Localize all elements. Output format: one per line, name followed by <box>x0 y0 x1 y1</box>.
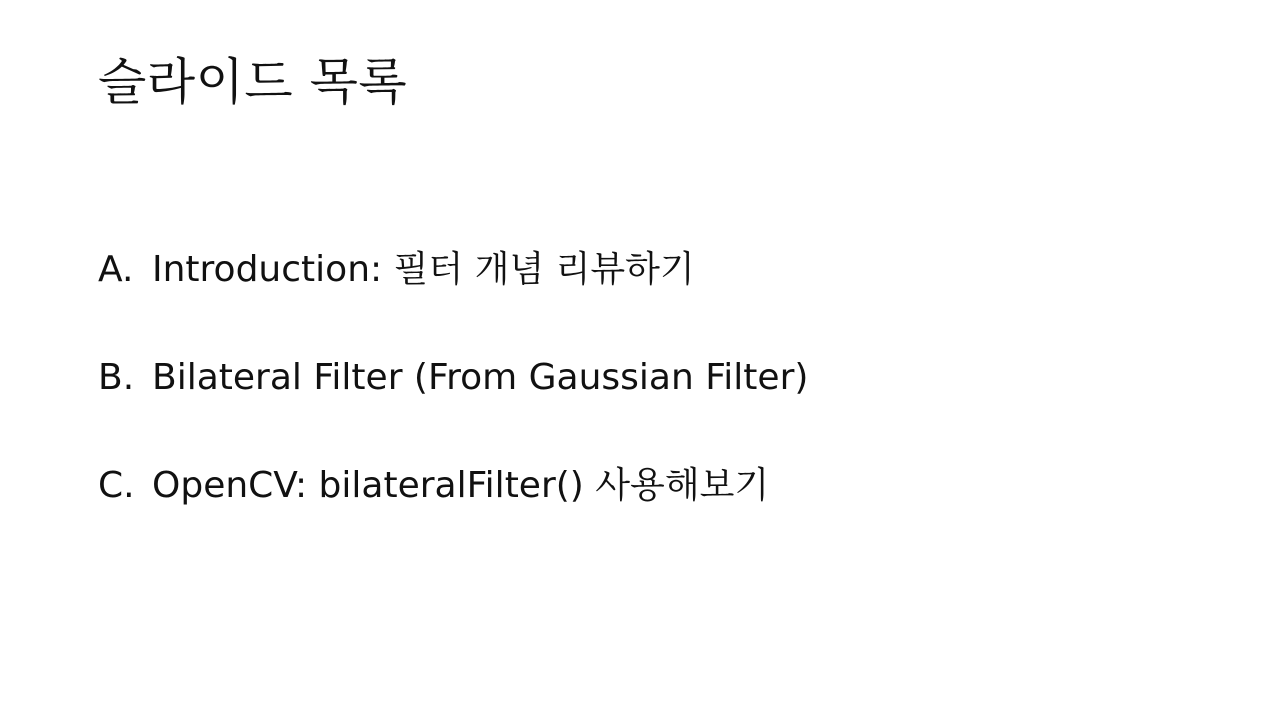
toc-item-letter: C. <box>98 465 135 506</box>
toc-item-a <box>98 244 808 352</box>
toc-item-b <box>98 352 808 460</box>
toc-item-c <box>98 460 808 568</box>
toc-item-letter: B. <box>98 357 135 398</box>
toc-item-letter: A. <box>98 249 134 290</box>
toc-item-text: Bilateral Filter (From Gaussian Filter) <box>152 357 809 398</box>
table-of-contents <box>98 244 808 568</box>
toc-item-text: OpenCV: bilateralFilter() 사용해보기 <box>152 465 770 506</box>
toc-item-text: Introduction: 필터 개념 리뷰하기 <box>152 249 695 290</box>
slide-title: 슬라이드 목록 <box>98 53 408 111</box>
